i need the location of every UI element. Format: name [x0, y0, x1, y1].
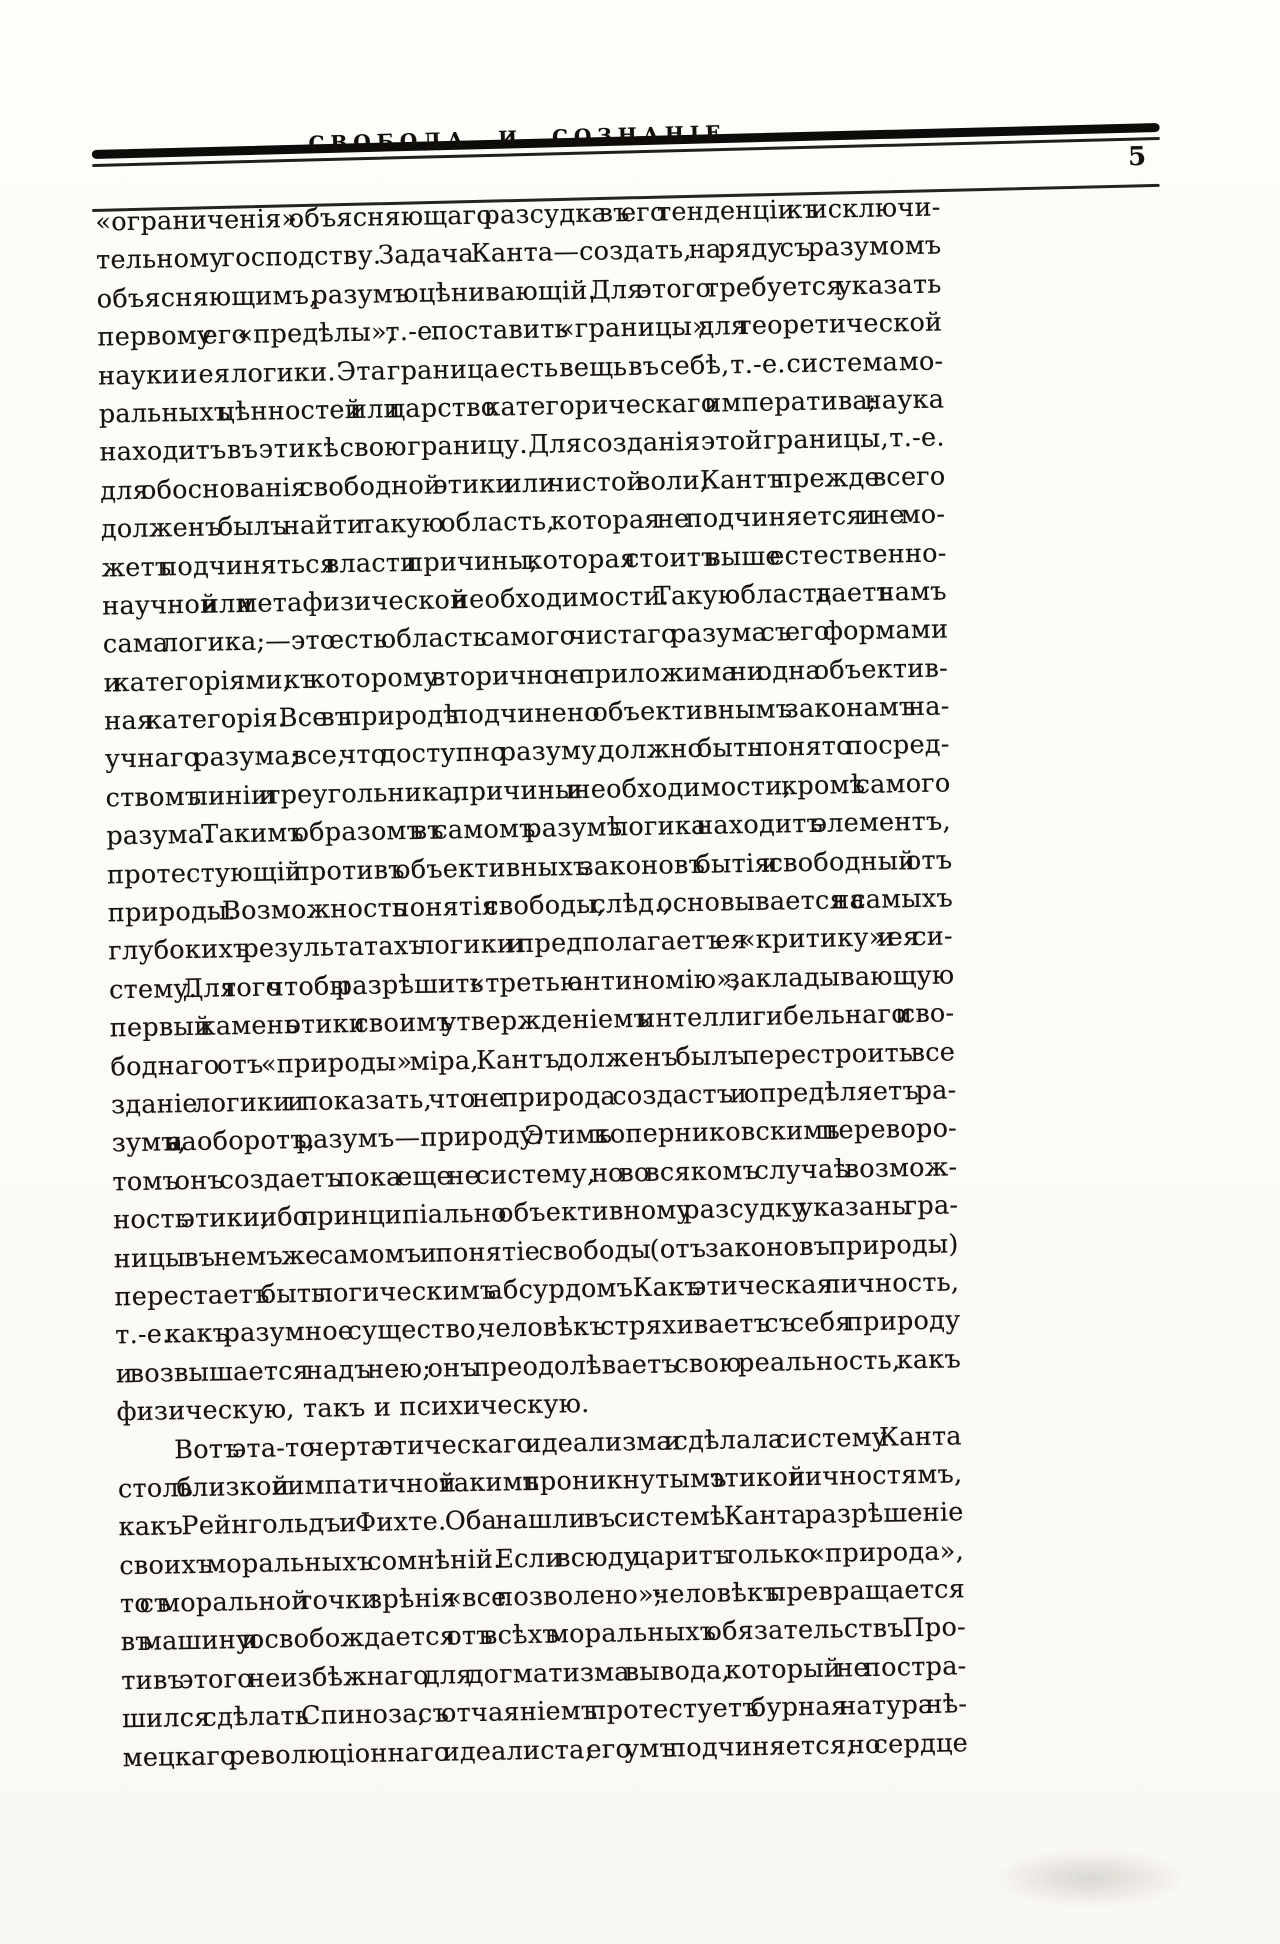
text-line: долженъ былъ найти такую область, которая не подчиняется и не мо-	[100, 499, 946, 545]
text-line: природы. Возможность понятія свободы, слѣд., основывается на самыхъ	[107, 883, 954, 929]
text-line: для обоснованія свободной этики или чистой воли, Кантъ прежде всего	[99, 461, 946, 507]
text-line: шился сдѣлать Спиноза, съ отчаяніемъ протестуетъ бурная натура нѣ-	[121, 1689, 968, 1735]
text-line: стему. Для того чтобы разрѣшить «третью антиномію», закладывающую	[108, 960, 955, 1006]
text-line: и категоріями, къ которому вторично не приложима ни одна объектив-	[103, 653, 949, 699]
text-line: т.-е. какъ разумное существо, человѣкъ стряхиваетъ съ себя природу	[114, 1305, 961, 1351]
text-line: столь близкой и симпатичной такимъ проникнутымъ этикой личностямъ,	[117, 1459, 963, 1505]
text-line: физическую, такъ и психическую.	[116, 1389, 590, 1428]
text-line: ность этики, ибо принципіально объективному разсудку указаны гра-	[112, 1190, 959, 1236]
text-line: разума. Такимъ образомъ въ самомъ разумѣ логика находитъ элементъ,	[106, 806, 952, 852]
text-line: Вотъ эта-то черта этическаго идеализма и сдѣлала систему Канта	[173, 1420, 962, 1465]
running-title: СВОБОДА И СОЗНАНІЕ	[308, 120, 727, 156]
text-line: находитъ въ э т и к ѣ свою границу. Для созданія этой границы, т.-е.	[99, 422, 945, 468]
text-line: объясняющимъ, разумъ оцѣнивающій. Для этого требуется указать	[96, 269, 942, 315]
text-line: жетъ подчиняться власти причины, которая стоитъ выше естественно-	[101, 537, 947, 583]
text-line: и возвышается надъ нею; онъ преодолѣваетъ свою реальность, какъ	[115, 1344, 962, 1390]
page-number: 5	[1127, 141, 1147, 173]
text-line: учнаго разума; все, что доступно разуму, должно быть понято посред-	[104, 729, 950, 775]
text-line: «ограниченія» объясняющаго разсудка въ его тенденціи къ исключи-	[95, 192, 941, 238]
text-line: первый камень этики своимъ утвержденіемъ интеллигибельнаго и сво-	[109, 998, 955, 1044]
text-line: ствомъ линіи и треугольника, причины и необходимости, кромѣ самого	[105, 768, 951, 814]
text-line: сама логика;—это есть область самого чистаго разума съ его формами	[102, 614, 949, 660]
text-line: своихъ моральныхъ сомнѣній. Если всюду царитъ только «природа»,	[119, 1535, 965, 1581]
text-line: ницы въ немъ же самомъ и понятіе свободы (отъ законовъ природы)	[113, 1228, 959, 1274]
text-line: глубокихъ результатахъ логики и предполагаетъ ея «критику» и ея си-	[108, 921, 954, 967]
text-line: мецкаго революціоннаго идеалиста; его умъ подчиняется, но сердце	[122, 1727, 969, 1773]
text-line: протестующій противъ объективныхъ законовъ бытія и свободный отъ	[106, 845, 953, 891]
text-line: то съ моральной точки зрѣнія «все позволено»; человѣкъ превращается	[119, 1574, 966, 1620]
text-line: тельному господству. Задача Канта—создать, на ряду съ разумомъ	[95, 230, 942, 276]
text-line: зданіе логики и показать, что не природа создастъ и опредѣляетъ ра-	[110, 1075, 957, 1121]
text-line: томъ онъ создаетъ пока еще не систему, но во всякомъ случаѣ возмож-	[112, 1152, 958, 1198]
scan-smudge	[990, 1848, 1190, 1908]
text-line: перестаетъ быть логическимъ абсурдомъ. Какъ этическая личность,	[114, 1267, 960, 1313]
text-line: научной или метафизической необходимости. Такую область даетъ намъ	[101, 576, 948, 622]
text-line: науки и ея логики. Эта граница есть вещь въ себѣ, т.-е. система мо-	[97, 346, 944, 392]
text-line: боднаго отъ «природы» міра, Кантъ долженъ былъ перестроить все	[110, 1036, 956, 1082]
text-line: въ машину и освобождается отъ всѣхъ моральныхъ обязательствъ. Про-	[120, 1612, 967, 1658]
text-line: тивъ этого неизбѣжнаго для догматизма вывода, который не постра-	[121, 1651, 967, 1697]
text-line: какъ Рейнгольдъ и Фихте. Оба нашли въ системѣ Канта разрѣшеніе	[118, 1497, 964, 1543]
text-line: ная категорія. Все въ природѣ подчинено объективнымъ законамъ на-	[104, 691, 950, 737]
text-line: ральныхъ цѣнностей или царство категорическаго императива; наука	[98, 384, 945, 430]
body-text	[95, 188, 968, 1777]
text-line: первому его «предѣлы», т.-е. поставить «границы» для теоретической	[97, 307, 943, 353]
text-line: зумъ, а наоборотъ, разумъ—природу. Этимъ коперниковскимъ переворо-	[111, 1113, 958, 1159]
